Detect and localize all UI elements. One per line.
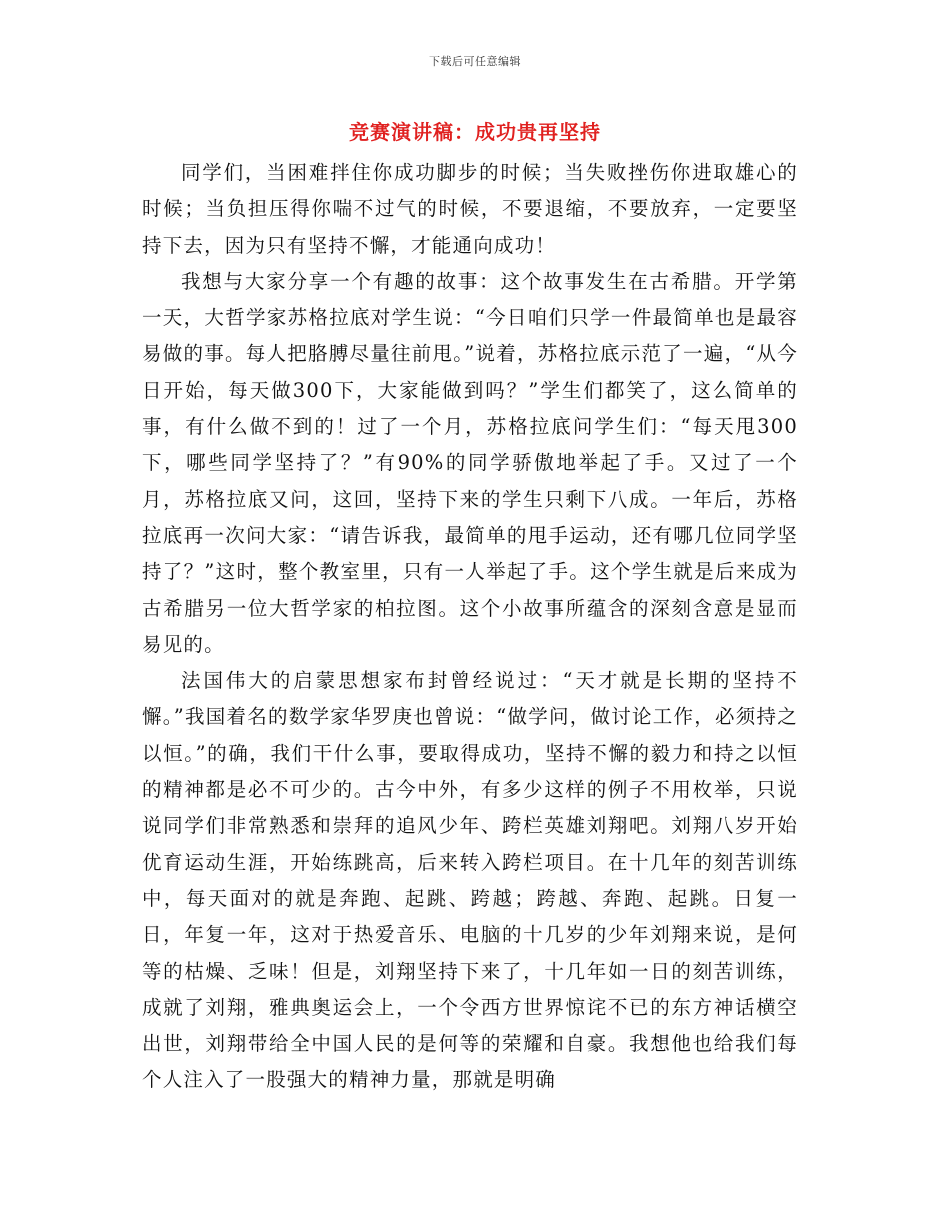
paragraph-examples: 法国伟大的启蒙思想家布封曾经说过：“天才就是长期的坚持不懈。”我国着名的数学家华罗庚也曾说：“做学问，做讨论工作，必须持之以恒。”的确，我们干什么事，要取得成功，坚持不懈的毅力和持之以恒的精神都是必不可少的。古今中外，有多少这样的例子不用枚举，只说说同学们非常熟悉和崇拜的追风少年、跨栏英雄刘翔吧。刘翔八岁开始优育运动生涯，开始练跳高，后来转入跨栏项目。在十几年的刻苦训练中，每天面对的就是奔跑、起跳、跨越；跨越、奔跑、起跳。日复一日，年复一年，这对于热爱音乐、电脑的十几岁的少年刘翔来说，是何等的枯燥、乏味！但是，刘翔坚持下来了，十几年如一日的刻苦训练，成就了刘翔，雅典奥运会上，一个令西方世界惊诧不已的东方神话横空出世，刘翔带给全中国人民的是何等的荣耀和自豪。我想他也给我们每个人注入了一股强大的精神力量，那就是明确 [142, 669, 798, 1092]
paragraph-story: 我想与大家分享一个有趣的故事：这个故事发生在古希腊。开学第一天，大哲学家苏格拉底对学生说：“今日咱们只学一件最简单也是最容易做的事。每人把胳膊尽量往前甩。”说着，苏格拉底示范了一遍，“从今日开始，每天做300下，大家能做到吗？”学生们都笑了，这么简单的事，有什么做不到的！过了一个月，苏格拉底问学生们：“每天甩300下，哪些同学坚持了？”有90%的同学骄傲地举起了手。又过了一个月，苏格拉底又问，这回，坚持下来的学生只剩下八成。一年后，苏格拉底再一次问大家：“请告诉我，最简单的甩手运动，还有哪几位同学坚持了？”这时，整个教室里，只有一人举起了手。这个学生就是后来成为古希腊另一位大哲学家的柏拉图。这个小故事所蕴含的深刻含意是显而易见的。 [142, 269, 798, 656]
paragraph-intro: 同学们，当困难拌住你成功脚步的时候；当失败挫伤你进取雄心的时候；当负担压得你喘不过气的时候，不要退缩，不要放弃，一定要坚持下去，因为只有坚持不懈，才能通向成功！ [142, 161, 798, 257]
document-title: 竞赛演讲稿：成功贵再坚持 [349, 120, 601, 144]
document-body [142, 155, 798, 1099]
header-note: 下载后可任意编辑 [429, 55, 521, 68]
